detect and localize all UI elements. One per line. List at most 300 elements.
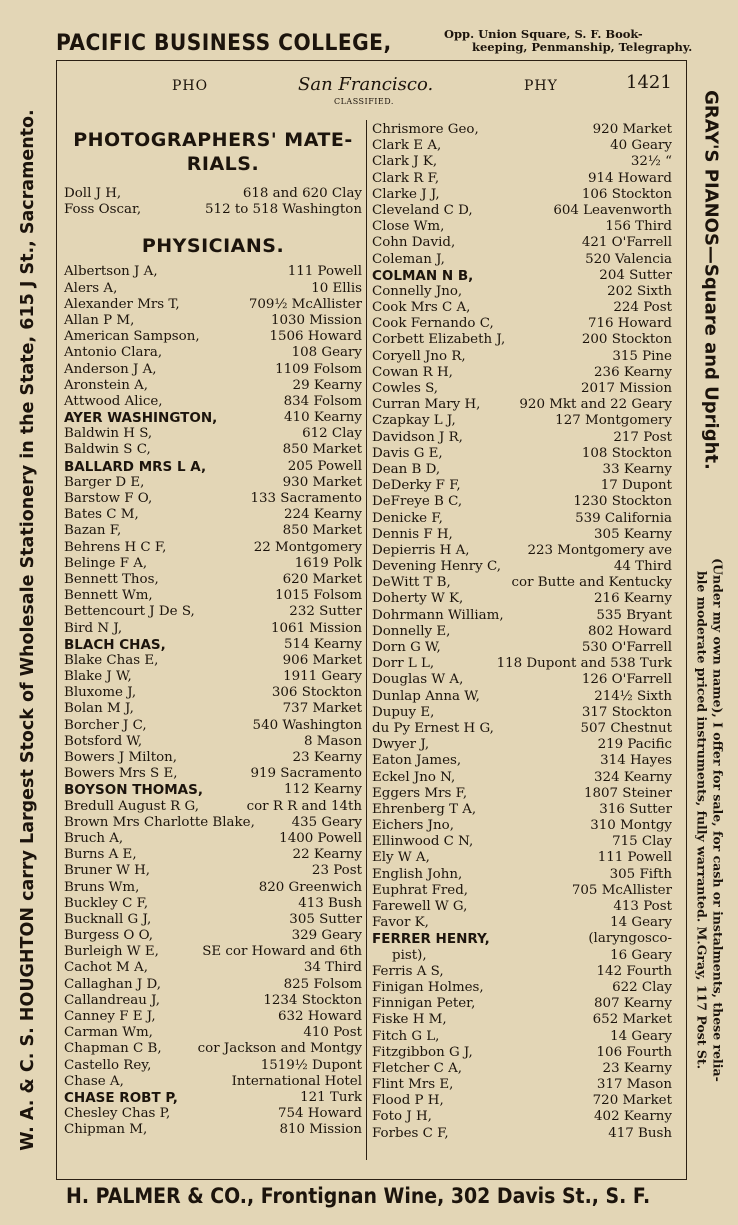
list-item xyxy=(64,896,362,912)
entry-name: Bolan M J, xyxy=(64,701,134,717)
list-item xyxy=(372,624,672,640)
entry-address: 214½ Sixth xyxy=(594,688,672,704)
entry-name: Flood P H, xyxy=(372,1093,444,1109)
list-item xyxy=(64,459,362,475)
list-item xyxy=(64,264,362,280)
entry-name: Allan P M, xyxy=(64,312,135,328)
entry-address: 1030 Mission xyxy=(270,312,362,328)
entry-name: Bowers Mrs S E, xyxy=(64,766,178,782)
list-item xyxy=(372,122,672,138)
entry-address: cor Jackson and Montgy xyxy=(197,1041,362,1057)
list-item xyxy=(64,523,362,539)
list-item xyxy=(64,491,362,507)
entry-address: 514 Kearny xyxy=(284,636,362,652)
entry-address: 23 Kearny xyxy=(292,750,362,765)
entry-name: Curran Mary H, xyxy=(372,397,481,413)
list-item xyxy=(372,753,672,769)
list-item xyxy=(64,1009,362,1025)
right-side-advertisement-text: (Under my own name), I offer for sale, for cash or instalments, these relia- ble moderate priced instruments, fully warranted. M.Gray, 117 Post St. xyxy=(694,558,726,1082)
entry-address: 204 Sutter xyxy=(599,267,672,283)
entry-name: FERRER HENRY, xyxy=(372,931,490,948)
entry-name: Blake Chas E, xyxy=(64,652,159,668)
entry-name: Alers A, xyxy=(64,280,118,296)
entry-name: Clarke J J, xyxy=(372,186,440,202)
list-item xyxy=(64,912,362,928)
entry-address: 14 Geary xyxy=(610,915,672,931)
list-item xyxy=(64,540,362,556)
entry-address: 914 Howard xyxy=(588,170,672,186)
entry-name: Doherty W K, xyxy=(372,591,464,607)
entry-address: 1234 Stockton xyxy=(263,992,362,1008)
list-item xyxy=(64,1074,362,1090)
entry-address: 1109 Folsom xyxy=(275,361,362,377)
entry-address: 632 Howard xyxy=(278,1009,362,1024)
entry-name: Chesley Chas P, xyxy=(64,1106,171,1122)
list-item xyxy=(372,770,672,786)
entry-address: 33 Kearny xyxy=(602,461,672,477)
entry-name: Eaton James, xyxy=(372,753,462,769)
entry-address: 620 Market xyxy=(282,571,362,587)
right-column xyxy=(372,122,672,1142)
list-item xyxy=(64,847,362,863)
entry-address: 807 Kearny xyxy=(594,996,672,1012)
list-item xyxy=(372,737,672,753)
list-item xyxy=(372,527,672,543)
entry-address: 305 Kearny xyxy=(594,526,672,542)
entry-name: Bredull August R G, xyxy=(64,798,199,814)
list-item xyxy=(64,863,362,879)
list-item xyxy=(64,378,362,394)
entry-address: 1506 Howard xyxy=(269,329,362,345)
entry-address: 1619 Polk xyxy=(294,555,362,571)
entry-name: Bird N J, xyxy=(64,620,123,636)
entry-address: 23 Post xyxy=(311,863,362,879)
entry-name: Ferris A S, xyxy=(372,963,444,979)
list-item xyxy=(372,1061,672,1077)
entry-address: 317 Stockton xyxy=(581,704,672,720)
entry-name: Cowles S, xyxy=(372,381,439,396)
entry-name: Coleman J, xyxy=(372,251,445,267)
entry-address: 202 Sixth xyxy=(607,283,672,299)
list-item xyxy=(372,284,672,300)
list-item xyxy=(372,931,672,947)
entry-name: Dorr L L, xyxy=(372,656,435,672)
entry-name: Baldwin H S, xyxy=(64,426,153,442)
entry-address: 820 Greenwich xyxy=(258,879,362,895)
list-item xyxy=(64,426,362,442)
list-item xyxy=(372,996,672,1012)
list-item xyxy=(372,721,672,737)
entry-name: Czapkay L J, xyxy=(372,413,456,429)
entry-address: 200 Stockton xyxy=(581,332,672,348)
entry-name: Euphrat Fred, xyxy=(372,882,469,898)
list-item xyxy=(64,880,362,896)
entry-address: 316 Sutter xyxy=(599,801,672,817)
list-item xyxy=(372,575,672,591)
entry-address: 40 Geary xyxy=(610,138,672,154)
entry-address: 305 Fifth xyxy=(609,866,672,882)
entry-address: 106 Stockton xyxy=(581,186,672,202)
entry-address: 156 Third xyxy=(605,219,672,235)
list-item xyxy=(372,1093,672,1109)
entry-name: Favor K, xyxy=(372,915,429,931)
entry-name: Chrismore Geo, xyxy=(372,122,479,137)
entry-address: 133 Sacramento xyxy=(250,491,362,506)
entry-name: Botsford W, xyxy=(64,733,143,749)
entry-name: Bowers J Milton, xyxy=(64,750,178,765)
entry-address: cor R R and 14th xyxy=(246,798,362,814)
physicians-list-right xyxy=(372,122,672,1142)
entry-name: Burleigh W E, xyxy=(64,944,159,960)
entry-name: BOYSON THOMAS, xyxy=(64,782,203,799)
list-item xyxy=(64,186,362,202)
entry-address: 402 Kearny xyxy=(594,1109,672,1125)
entry-address: 118 Dupont and 538 Turk xyxy=(496,656,672,672)
entry-address: 216 Kearny xyxy=(594,591,672,607)
entry-address: 612 Clay xyxy=(302,426,362,442)
entry-address: 709½ McAllister xyxy=(248,296,362,312)
entry-name: Barstow F O, xyxy=(64,491,153,506)
entry-address: SE cor Howard and 6th xyxy=(202,944,362,960)
entry-name: Clark R F, xyxy=(372,170,440,186)
entry-address: 604 Leavenworth xyxy=(553,202,672,218)
entry-address: 1807 Steiner xyxy=(583,785,672,801)
entry-address: 530 O'Farrell xyxy=(581,640,672,655)
list-item xyxy=(372,899,672,915)
entry-address: 1911 Geary xyxy=(283,669,362,685)
entry-address: 1400 Powell xyxy=(279,830,362,846)
entry-name: Fitzgibbon G J, xyxy=(372,1044,473,1060)
list-item xyxy=(64,782,362,798)
entry-address: 410 Kearny xyxy=(284,410,362,426)
list-item xyxy=(64,604,362,620)
entry-address: 8 Mason xyxy=(303,733,362,749)
entry-name: BLACH CHAS, xyxy=(64,636,166,653)
entry-name: Borcher J C, xyxy=(64,717,147,733)
entry-address: 720 Market xyxy=(592,1093,672,1109)
list-item xyxy=(372,1126,672,1142)
entry-address: 44 Third xyxy=(613,559,672,575)
list-item xyxy=(372,365,672,381)
entry-address: 1061 Mission xyxy=(270,620,362,636)
entry-address: 23 Kearny xyxy=(602,1060,672,1076)
entry-name: American Sampson, xyxy=(64,329,200,345)
entry-name: Corbett Elizabeth J, xyxy=(372,332,506,348)
entry-name: Fitch G L, xyxy=(372,1028,440,1044)
entry-name: Cowan R H, xyxy=(372,364,453,380)
entry-address: 108 Stockton xyxy=(581,445,672,461)
entry-name: Chase A, xyxy=(64,1073,124,1089)
entry-address: 535 Bryant xyxy=(596,607,672,623)
list-item xyxy=(64,588,362,604)
entry-name: Fiske H M, xyxy=(372,1012,447,1028)
entry-name: CHASE ROBT P, xyxy=(64,1089,178,1106)
list-item xyxy=(372,1077,672,1093)
entry-name: Cook Mrs C A, xyxy=(372,300,471,316)
entry-address: cor Butte and Kentucky xyxy=(511,575,672,591)
left-side-advertisement: W. A. & C. S. HOUGHTON carry Largest Stock of Wholesale Stationery in the State, 615 J St., Sacramento. xyxy=(18,109,38,1151)
entry-name: Bennett Wm, xyxy=(64,588,153,604)
entry-address: 324 Kearny xyxy=(594,769,672,785)
header-right-guide: PHY xyxy=(524,78,558,94)
entry-address: 410 Post xyxy=(303,1025,362,1041)
entry-address: 317 Mason xyxy=(596,1077,672,1093)
entry-name: Cohn David, xyxy=(372,235,456,251)
entry-address: 413 Bush xyxy=(298,895,362,911)
entry-name: Connelly Jno, xyxy=(372,283,463,299)
entry-name: Cook Fernando C, xyxy=(372,316,494,332)
entry-name: COLMAN N B, xyxy=(372,267,474,284)
entry-name: Eichers Jno, xyxy=(372,818,454,834)
list-item xyxy=(372,203,672,219)
entry-address: 834 Folsom xyxy=(283,393,362,409)
entry-name: Bucknall G J, xyxy=(64,911,152,927)
list-item xyxy=(64,960,362,976)
entry-name: Ely W A, xyxy=(372,850,430,866)
entry-name: Dohrmann William, xyxy=(372,607,504,623)
entry-name: Depierris H A, xyxy=(372,542,470,558)
top-ad-detail: Opp. Union Square, S. F. Book- keeping, Penmanship, Telegraphy. xyxy=(444,27,693,54)
entry-address: 930 Market xyxy=(282,474,362,490)
list-item xyxy=(64,345,362,361)
entry-address: 413 Post xyxy=(613,899,672,914)
list-item xyxy=(64,669,362,685)
list-item xyxy=(372,332,672,348)
list-item xyxy=(372,672,672,688)
entry-name: Dorn G W, xyxy=(372,640,441,655)
top-ad-title: PACIFIC BUSINESS COLLEGE, xyxy=(56,30,392,56)
list-item xyxy=(372,349,672,365)
entry-name: DeFreye B C, xyxy=(372,494,463,510)
entry-name: Close Wm, xyxy=(372,219,445,235)
entry-address: 920 Mkt and 22 Geary xyxy=(519,397,672,413)
list-item xyxy=(64,1106,362,1122)
entry-address: 507 Chestnut xyxy=(580,720,672,736)
entry-address: 715 Clay xyxy=(612,834,672,850)
entry-name: pist), xyxy=(392,947,427,963)
entry-name: Douglas W A, xyxy=(372,672,464,688)
list-item xyxy=(372,640,672,656)
list-item xyxy=(372,786,672,802)
entry-name: DeWitt T B, xyxy=(372,575,451,591)
list-item xyxy=(64,1058,362,1074)
list-item xyxy=(372,608,672,624)
entry-address: 417 Bush xyxy=(608,1125,672,1141)
header-city: San Francisco. xyxy=(298,74,434,95)
list-item xyxy=(64,799,362,815)
entry-address: 29 Kearny xyxy=(292,377,362,393)
entry-name: Finnigan Peter, xyxy=(372,996,476,1012)
page-number: 1421 xyxy=(626,72,672,93)
list-item xyxy=(64,475,362,491)
entry-name: Bettencourt J De S, xyxy=(64,604,195,620)
list-item xyxy=(372,948,672,964)
entry-name: du Py Ernest H G, xyxy=(372,720,494,736)
entry-name: Eckel Jno N, xyxy=(372,769,456,785)
list-item xyxy=(372,268,672,284)
entry-address: 315 Pine xyxy=(612,348,672,364)
entry-name: Chapman C B, xyxy=(64,1041,162,1057)
entry-name: Buckley C F, xyxy=(64,895,149,911)
list-item xyxy=(64,1041,362,1057)
entry-address: 126 O'Farrell xyxy=(581,672,672,688)
entry-address: 314 Hayes xyxy=(600,753,672,769)
entry-address: 217 Post xyxy=(613,429,672,445)
entry-name: Castello Rey, xyxy=(64,1057,152,1073)
list-item xyxy=(372,171,672,187)
list-item xyxy=(64,685,362,701)
physicians-list-left xyxy=(64,264,362,1138)
entry-name: Bates C M, xyxy=(64,507,139,523)
entry-name: Eggers Mrs F, xyxy=(372,785,468,801)
entry-address: 22 Montgomery xyxy=(253,539,362,555)
entry-name: Foss Oscar, xyxy=(64,202,142,218)
list-item xyxy=(372,1109,672,1125)
entry-address: 754 Howard xyxy=(278,1106,362,1122)
list-item xyxy=(64,202,362,218)
entry-name: Burns A E, xyxy=(64,847,137,863)
heading-physicians: PHYSICIANS. xyxy=(141,235,285,258)
list-item xyxy=(64,928,362,944)
list-item xyxy=(372,834,672,850)
entry-name: Canney F E J, xyxy=(64,1009,156,1024)
entry-address: 540 Washington xyxy=(252,717,362,733)
list-item xyxy=(64,944,362,960)
entry-name: Fletcher C A, xyxy=(372,1060,463,1076)
entry-name: Burgess O O, xyxy=(64,928,154,944)
list-item xyxy=(372,235,672,251)
entry-address: 737 Market xyxy=(282,701,362,717)
list-item xyxy=(372,381,672,397)
list-item xyxy=(372,818,672,834)
list-item xyxy=(372,1045,672,1061)
list-item xyxy=(372,867,672,883)
column-divider xyxy=(366,120,367,1160)
list-item xyxy=(372,300,672,316)
entry-name: Ellinwood C N, xyxy=(372,834,474,850)
list-item xyxy=(372,559,672,575)
entry-address: 652 Market xyxy=(592,1012,672,1028)
entry-address: 622 Clay xyxy=(612,979,672,995)
list-item xyxy=(64,442,362,458)
entry-address: 520 Valencia xyxy=(585,251,672,267)
entry-name: Dunlap Anna W, xyxy=(372,688,480,704)
entry-address: 205 Powell xyxy=(287,458,362,474)
list-item xyxy=(372,494,672,510)
list-item xyxy=(372,705,672,721)
list-item xyxy=(372,980,672,996)
list-item xyxy=(372,462,672,478)
list-item xyxy=(372,252,672,268)
list-item xyxy=(64,977,362,993)
entry-address: (laryngosco- xyxy=(588,931,672,947)
entry-address: 920 Market xyxy=(592,122,672,137)
list-item xyxy=(372,1029,672,1045)
entry-name: Bluxome J, xyxy=(64,685,137,701)
entry-address: 34 Third xyxy=(303,960,362,976)
list-item xyxy=(64,718,362,734)
list-item xyxy=(372,219,672,235)
entry-address: 306 Stockton xyxy=(271,685,362,701)
entry-name: Baldwin S C, xyxy=(64,442,151,458)
list-item xyxy=(372,591,672,607)
list-item xyxy=(64,750,362,766)
entry-name: Donnelly E, xyxy=(372,623,451,639)
entry-address: 10 Ellis xyxy=(311,280,362,296)
entry-address: 224 Post xyxy=(613,300,672,316)
entry-address: 22 Kearny xyxy=(292,847,362,863)
entry-name: Davidson J R, xyxy=(372,429,463,445)
entry-address: 224 Kearny xyxy=(284,507,362,523)
entry-name: English John, xyxy=(372,866,463,882)
list-item xyxy=(64,701,362,717)
heading-photographers: PHOTOGRAPHERS' MATE- RIALS. xyxy=(73,129,353,175)
entry-address: 305 Sutter xyxy=(289,911,362,927)
entry-name: Dennis F H, xyxy=(372,526,453,542)
entry-address: 112 Kearny xyxy=(284,782,362,798)
entry-name: Foto J H, xyxy=(372,1109,432,1125)
entry-name: Carman Wm, xyxy=(64,1025,153,1041)
entry-name: Devening Henry C, xyxy=(372,559,501,575)
entry-name: Barger D E, xyxy=(64,474,145,490)
entry-address: 421 O'Farrell xyxy=(581,235,672,251)
entry-name: Blake J W, xyxy=(64,669,132,685)
list-item xyxy=(372,397,672,413)
list-item xyxy=(64,329,362,345)
entry-name: Forbes C F, xyxy=(372,1125,449,1141)
list-item xyxy=(372,138,672,154)
list-item xyxy=(64,637,362,653)
list-item xyxy=(372,543,672,559)
entry-name: Brown Mrs Charlotte Blake, xyxy=(64,814,255,830)
entry-name: BALLARD MRS L A, xyxy=(64,458,207,475)
list-item xyxy=(372,446,672,462)
entry-address: 1230 Stockton xyxy=(573,494,672,510)
list-item xyxy=(64,621,362,637)
page-header xyxy=(58,72,683,106)
entry-address: 14 Geary xyxy=(610,1028,672,1044)
list-item xyxy=(64,281,362,297)
entry-address: 111 Powell xyxy=(287,264,362,280)
list-item xyxy=(64,572,362,588)
entry-address: 512 to 518 Washington xyxy=(205,202,362,218)
entry-name: Bazan F, xyxy=(64,523,122,539)
entry-address: 329 Geary xyxy=(291,928,362,944)
right-side-advertisement-title: GRAY'S PIANOS—Square and Upright. xyxy=(700,90,722,470)
header-left-guide: PHO xyxy=(172,78,209,94)
entry-name: Callaghan J D, xyxy=(64,976,161,992)
entry-address: International Hotel xyxy=(231,1073,362,1089)
entry-address: 142 Fourth xyxy=(596,963,672,979)
list-item xyxy=(372,413,672,429)
entry-address: 310 Montgy xyxy=(590,818,672,834)
entry-address: 705 McAllister xyxy=(571,882,672,898)
list-item xyxy=(372,187,672,203)
entry-name: Dean B D, xyxy=(372,461,441,477)
entry-name: Chipman M, xyxy=(64,1122,148,1138)
entry-name: Finigan Holmes, xyxy=(372,979,484,995)
list-item xyxy=(372,1012,672,1028)
entry-address: 1015 Folsom xyxy=(275,588,362,604)
entry-name: Attwood Alice, xyxy=(64,393,163,409)
entry-name: Alexander Mrs T, xyxy=(64,296,180,312)
entry-address: 810 Mission xyxy=(279,1122,362,1138)
list-item xyxy=(64,993,362,1009)
list-item xyxy=(64,313,362,329)
list-item xyxy=(64,394,362,410)
list-item xyxy=(372,430,672,446)
entry-address: 2017 Mission xyxy=(580,381,672,396)
